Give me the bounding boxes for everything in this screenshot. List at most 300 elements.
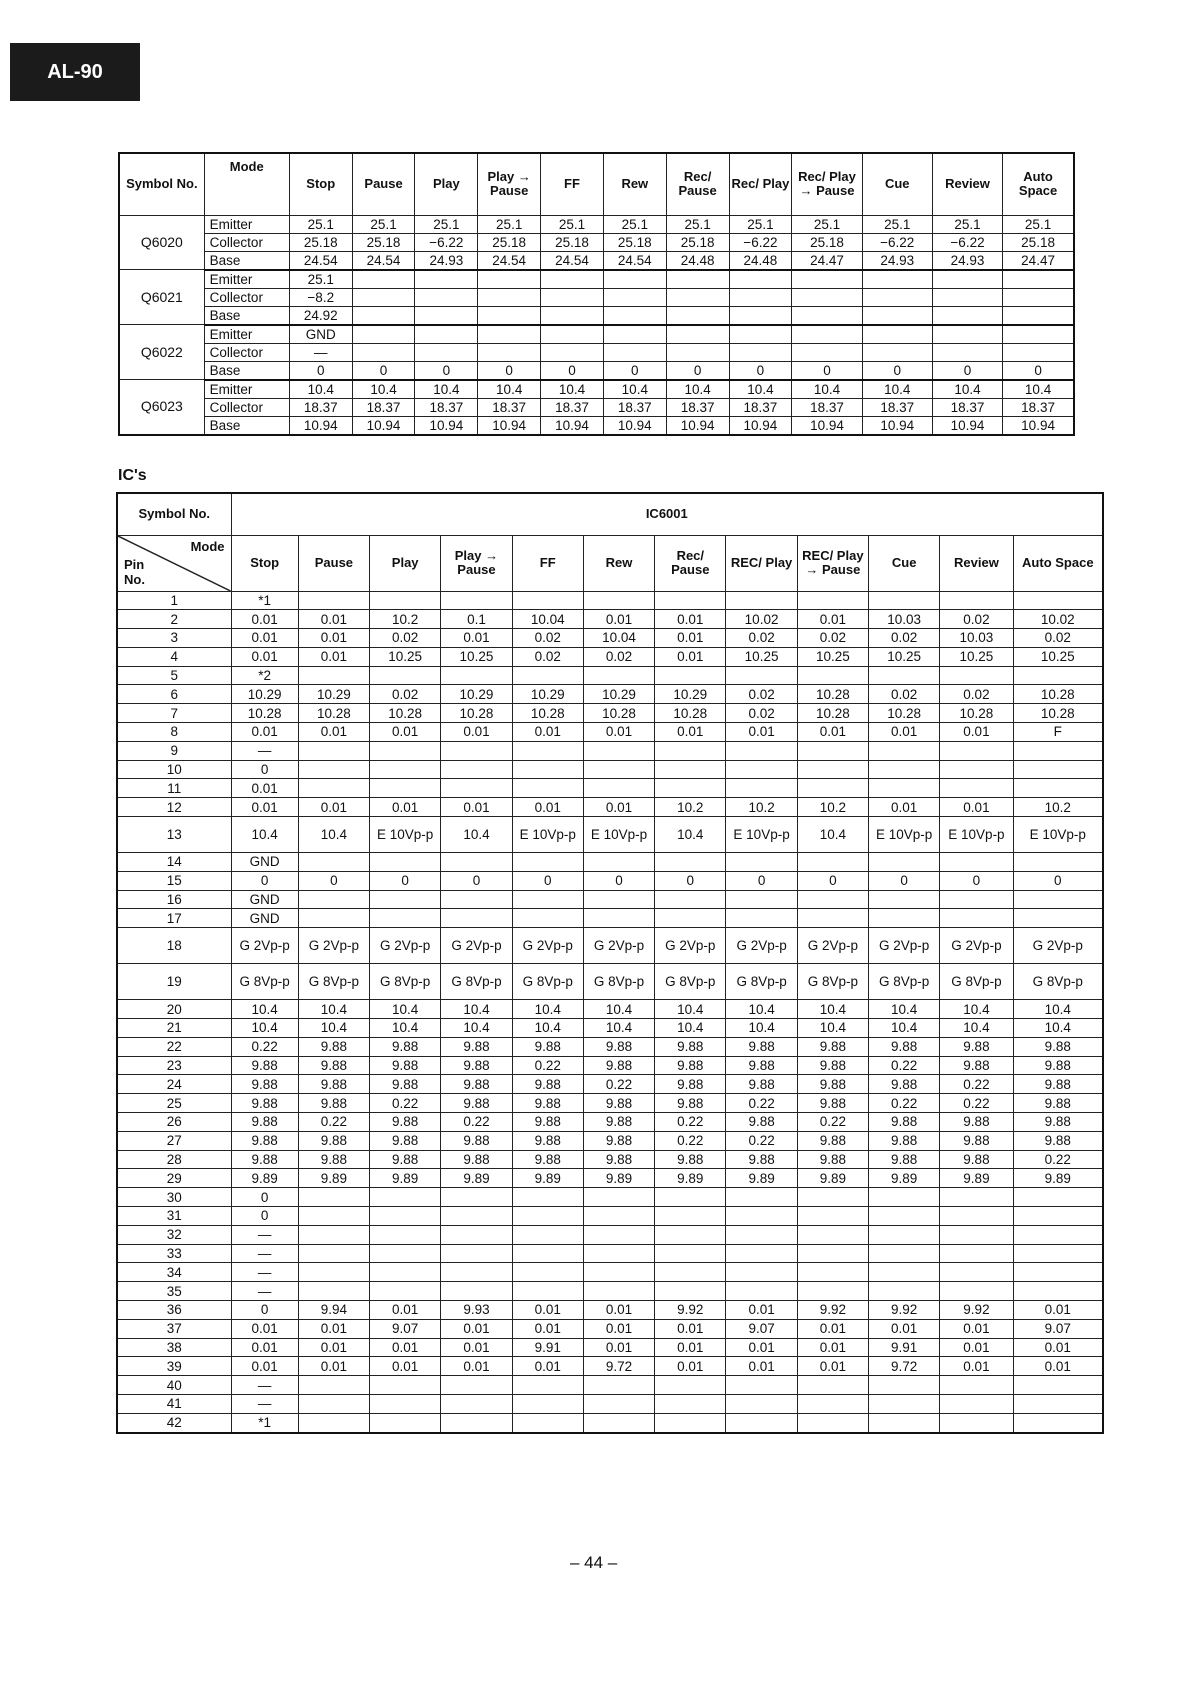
- voltage-cell: 25.1: [289, 270, 352, 289]
- voltage-cell: 0.01: [441, 1338, 512, 1357]
- voltage-cell: 9.88: [726, 1037, 797, 1056]
- voltage-cell: 0.01: [370, 798, 441, 817]
- voltage-cell: 10.4: [512, 1000, 583, 1019]
- voltage-cell: [541, 306, 604, 325]
- mode-column-header: Rew: [583, 535, 654, 591]
- voltage-cell: [729, 288, 792, 306]
- voltage-cell: 0.01: [231, 798, 298, 817]
- voltage-cell: 0.01: [726, 1338, 797, 1357]
- voltage-cell: [298, 1413, 369, 1432]
- ic-pin-row: [117, 685, 1103, 704]
- voltage-cell: [352, 343, 415, 361]
- voltage-cell: 10.28: [869, 704, 940, 723]
- voltage-cell: 10.04: [512, 610, 583, 629]
- voltage-cell: 10.4: [932, 380, 1002, 399]
- voltage-cell: [655, 1225, 726, 1244]
- voltage-cell: [666, 325, 729, 344]
- voltage-cell: [869, 666, 940, 685]
- voltage-cell: [583, 741, 654, 760]
- voltage-cell: 10.28: [231, 704, 298, 723]
- voltage-cell: [583, 1207, 654, 1226]
- voltage-cell: [298, 760, 369, 779]
- voltage-cell: 0.01: [298, 610, 369, 629]
- voltage-cell: G 2Vp-p: [370, 928, 441, 964]
- voltage-cell: [441, 1225, 512, 1244]
- voltage-cell: −6.22: [862, 233, 932, 251]
- voltage-cell: G 8Vp-p: [583, 964, 654, 1000]
- voltage-cell: —: [231, 1244, 298, 1263]
- electrode-label: Base: [204, 416, 289, 435]
- voltage-cell: 0.01: [726, 1357, 797, 1376]
- voltage-cell: [441, 1188, 512, 1207]
- voltage-cell: [940, 1263, 1013, 1282]
- voltage-cell: 0.01: [370, 1338, 441, 1357]
- voltage-cell: [512, 1282, 583, 1301]
- voltage-cell: 0.01: [940, 1319, 1013, 1338]
- voltage-cell: 9.88: [940, 1056, 1013, 1075]
- voltage-cell: 25.18: [541, 233, 604, 251]
- ic-pin-row: [117, 964, 1103, 1000]
- voltage-cell: [1013, 890, 1103, 909]
- ic-symbol-row: [117, 493, 1103, 535]
- voltage-cell: [370, 1376, 441, 1395]
- voltage-cell: 9.89: [726, 1169, 797, 1188]
- voltage-cell: 10.4: [298, 817, 369, 853]
- voltage-cell: [441, 1244, 512, 1263]
- voltage-cell: 10.4: [1013, 1000, 1103, 1019]
- voltage-cell: 9.88: [512, 1131, 583, 1150]
- voltage-cell: [298, 1282, 369, 1301]
- voltage-cell: 0.01: [298, 1357, 369, 1376]
- voltage-cell: E 10Vp-p: [940, 817, 1013, 853]
- voltage-cell: 0.22: [869, 1056, 940, 1075]
- voltage-cell: [583, 1188, 654, 1207]
- voltage-cell: 9.88: [869, 1037, 940, 1056]
- voltage-cell: [792, 306, 862, 325]
- electrode-label: Emitter: [204, 215, 289, 233]
- voltage-cell: 24.47: [1003, 251, 1074, 270]
- voltage-cell: [541, 343, 604, 361]
- pin-number: 17: [117, 909, 231, 928]
- voltage-cell: [583, 1225, 654, 1244]
- ic-pin-row: [117, 1225, 1103, 1244]
- voltage-cell: [370, 741, 441, 760]
- voltage-cell: [869, 890, 940, 909]
- pin-number: 10: [117, 760, 231, 779]
- voltage-cell: 24.93: [932, 251, 1002, 270]
- voltage-cell: 24.54: [289, 251, 352, 270]
- voltage-cell: 10.28: [940, 704, 1013, 723]
- voltage-cell: 24.54: [603, 251, 666, 270]
- voltage-cell: 0.01: [512, 798, 583, 817]
- voltage-cell: 9.07: [370, 1319, 441, 1338]
- voltage-cell: 25.18: [289, 233, 352, 251]
- voltage-cell: 9.88: [512, 1150, 583, 1169]
- voltage-cell: 10.94: [666, 416, 729, 435]
- voltage-cell: [797, 1244, 868, 1263]
- voltage-cell: 0.01: [298, 1338, 369, 1357]
- voltage-cell: 10.29: [298, 685, 369, 704]
- voltage-cell: 9.07: [1013, 1319, 1103, 1338]
- voltage-cell: 0.02: [370, 685, 441, 704]
- voltage-cell: 10.4: [441, 817, 512, 853]
- pin-number: 37: [117, 1319, 231, 1338]
- mode-column-header: Review: [940, 535, 1013, 591]
- voltage-cell: [797, 890, 868, 909]
- voltage-cell: GND: [231, 909, 298, 928]
- voltage-cell: [862, 343, 932, 361]
- voltage-cell: 0.01: [655, 1357, 726, 1376]
- voltage-cell: 10.4: [940, 1019, 1013, 1038]
- voltage-cell: 9.89: [231, 1169, 298, 1188]
- pin-number: 19: [117, 964, 231, 1000]
- voltage-cell: 9.88: [655, 1075, 726, 1094]
- voltage-cell: 10.25: [940, 647, 1013, 666]
- voltage-cell: 10.4: [797, 1019, 868, 1038]
- voltage-cell: 10.4: [370, 1000, 441, 1019]
- voltage-cell: [726, 666, 797, 685]
- ic-pin-row: [117, 1188, 1103, 1207]
- voltage-cell: GND: [231, 853, 298, 872]
- transistor-voltage-table: [118, 152, 1075, 436]
- ic-pin-row: [117, 1282, 1103, 1301]
- voltage-cell: 0.01: [441, 798, 512, 817]
- voltage-cell: E 10Vp-p: [1013, 817, 1103, 853]
- voltage-cell: 18.37: [478, 398, 541, 416]
- symbol-no-header: Symbol No.: [117, 493, 231, 535]
- voltage-cell: 10.2: [797, 798, 868, 817]
- voltage-cell: 10.4: [583, 1000, 654, 1019]
- voltage-cell: 25.1: [792, 215, 862, 233]
- voltage-cell: G 8Vp-p: [512, 964, 583, 1000]
- voltage-cell: [370, 1207, 441, 1226]
- voltage-cell: 10.29: [583, 685, 654, 704]
- electrode-label: Base: [204, 361, 289, 380]
- voltage-cell: 0: [231, 1207, 298, 1226]
- voltage-cell: [583, 666, 654, 685]
- voltage-cell: 0: [932, 361, 1002, 380]
- electrode-label: Collector: [204, 233, 289, 251]
- voltage-cell: 0.02: [583, 647, 654, 666]
- voltage-cell: [370, 1225, 441, 1244]
- voltage-cell: [298, 1244, 369, 1263]
- voltage-cell: [797, 1263, 868, 1282]
- ic-pin-row: [117, 817, 1103, 853]
- voltage-cell: 24.54: [541, 251, 604, 270]
- voltage-cell: 10.4: [869, 1000, 940, 1019]
- voltage-cell: 0: [797, 871, 868, 890]
- ic-pin-row: [117, 1394, 1103, 1413]
- voltage-cell: [726, 909, 797, 928]
- voltage-cell: 10.4: [1003, 380, 1074, 399]
- voltage-cell: 10.94: [932, 416, 1002, 435]
- ic-pin-row: [117, 1037, 1103, 1056]
- voltage-cell: 24.92: [289, 306, 352, 325]
- voltage-cell: [1003, 270, 1074, 289]
- voltage-cell: −8.2: [289, 288, 352, 306]
- voltage-cell: [1013, 1282, 1103, 1301]
- transistor-row: [119, 251, 1074, 270]
- voltage-cell: [441, 1413, 512, 1432]
- voltage-cell: [512, 1263, 583, 1282]
- transistor-symbol: Q6021: [119, 270, 204, 325]
- voltage-cell: [1013, 591, 1103, 610]
- voltage-cell: −6.22: [415, 233, 478, 251]
- voltage-cell: 0.01: [231, 629, 298, 648]
- pin-number: 32: [117, 1225, 231, 1244]
- voltage-cell: 0: [1003, 361, 1074, 380]
- voltage-cell: 9.88: [512, 1037, 583, 1056]
- voltage-cell: 0.01: [940, 798, 1013, 817]
- voltage-cell: 9.88: [655, 1037, 726, 1056]
- voltage-cell: 10.4: [415, 380, 478, 399]
- voltage-cell: [441, 760, 512, 779]
- voltage-cell: 25.1: [729, 215, 792, 233]
- voltage-cell: 25.1: [1003, 215, 1074, 233]
- voltage-cell: 9.88: [583, 1094, 654, 1113]
- voltage-cell: 9.89: [583, 1169, 654, 1188]
- voltage-cell: 9.88: [231, 1094, 298, 1113]
- voltage-cell: 0.01: [797, 723, 868, 742]
- voltage-cell: 9.93: [441, 1301, 512, 1320]
- voltage-cell: 9.94: [298, 1301, 369, 1320]
- pin-number: 16: [117, 890, 231, 909]
- voltage-cell: [726, 591, 797, 610]
- voltage-cell: 9.88: [726, 1113, 797, 1132]
- voltage-cell: 9.88: [512, 1075, 583, 1094]
- mode-column-header: Review: [932, 153, 1002, 215]
- voltage-cell: 9.88: [370, 1113, 441, 1132]
- voltage-cell: —: [231, 1282, 298, 1301]
- voltage-cell: 25.1: [289, 215, 352, 233]
- voltage-cell: 10.4: [231, 1000, 298, 1019]
- voltage-cell: [583, 760, 654, 779]
- voltage-cell: 18.37: [729, 398, 792, 416]
- voltage-cell: 0: [666, 361, 729, 380]
- voltage-cell: 9.92: [869, 1301, 940, 1320]
- voltage-cell: 25.18: [352, 233, 415, 251]
- voltage-cell: G 2Vp-p: [1013, 928, 1103, 964]
- voltage-cell: [729, 270, 792, 289]
- ic-pin-row: [117, 1056, 1103, 1075]
- voltage-cell: [940, 779, 1013, 798]
- pin-number: 9: [117, 741, 231, 760]
- voltage-cell: 9.88: [726, 1150, 797, 1169]
- voltage-cell: 10.2: [726, 798, 797, 817]
- voltage-cell: 0: [289, 361, 352, 380]
- voltage-cell: [512, 1207, 583, 1226]
- voltage-cell: G 2Vp-p: [583, 928, 654, 964]
- voltage-cell: 25.1: [862, 215, 932, 233]
- voltage-cell: [583, 779, 654, 798]
- voltage-cell: 0.01: [583, 1301, 654, 1320]
- voltage-cell: 10.28: [441, 704, 512, 723]
- voltage-cell: 0.01: [583, 1338, 654, 1357]
- voltage-cell: [932, 343, 1002, 361]
- voltage-cell: 10.4: [370, 1019, 441, 1038]
- voltage-cell: [655, 1394, 726, 1413]
- voltage-cell: 9.88: [1013, 1037, 1103, 1056]
- voltage-cell: [797, 1188, 868, 1207]
- voltage-cell: G 8Vp-p: [231, 964, 298, 1000]
- voltage-cell: [441, 1376, 512, 1395]
- ic-pin-row: [117, 871, 1103, 890]
- voltage-cell: [1003, 325, 1074, 344]
- voltage-cell: [370, 779, 441, 798]
- voltage-cell: [478, 288, 541, 306]
- mode-column-header: Pause: [298, 535, 369, 591]
- voltage-cell: [726, 1282, 797, 1301]
- voltage-cell: 9.88: [370, 1037, 441, 1056]
- voltage-cell: [655, 1413, 726, 1432]
- voltage-cell: 10.4: [655, 817, 726, 853]
- voltage-cell: 0: [478, 361, 541, 380]
- voltage-cell: 25.1: [478, 215, 541, 233]
- ic-pin-row: [117, 1000, 1103, 1019]
- voltage-cell: E 10Vp-p: [583, 817, 654, 853]
- voltage-cell: 18.37: [289, 398, 352, 416]
- voltage-cell: 0.01: [298, 647, 369, 666]
- ic-pin-row: [117, 1075, 1103, 1094]
- voltage-cell: —: [231, 741, 298, 760]
- ic-pin-row: [117, 1301, 1103, 1320]
- voltage-cell: 9.88: [797, 1056, 868, 1075]
- voltage-cell: 10.4: [792, 380, 862, 399]
- voltage-cell: [512, 1244, 583, 1263]
- voltage-cell: 0: [231, 1301, 298, 1320]
- voltage-cell: [298, 779, 369, 798]
- voltage-cell: [415, 343, 478, 361]
- voltage-cell: 0.02: [869, 685, 940, 704]
- voltage-cell: 10.94: [1003, 416, 1074, 435]
- mode-column-header: REC/ Play → Pause: [797, 535, 868, 591]
- voltage-cell: [1013, 1225, 1103, 1244]
- voltage-cell: [729, 306, 792, 325]
- voltage-cell: 0.02: [1013, 629, 1103, 648]
- electrode-label: Emitter: [204, 325, 289, 344]
- voltage-cell: —: [231, 1263, 298, 1282]
- voltage-cell: 0.22: [797, 1113, 868, 1132]
- voltage-cell: 0.01: [726, 723, 797, 742]
- voltage-cell: 0.01: [231, 1338, 298, 1357]
- voltage-cell: [603, 288, 666, 306]
- voltage-cell: 9.88: [869, 1113, 940, 1132]
- voltage-cell: 18.37: [541, 398, 604, 416]
- pin-number: 11: [117, 779, 231, 798]
- voltage-cell: E 10Vp-p: [869, 817, 940, 853]
- voltage-cell: 0: [603, 361, 666, 380]
- voltage-cell: [797, 779, 868, 798]
- mode-column-header: Rec/ Pause: [666, 153, 729, 215]
- voltage-cell: 0: [352, 361, 415, 380]
- voltage-cell: 10.28: [797, 704, 868, 723]
- pin-number: 36: [117, 1301, 231, 1320]
- voltage-cell: 0.01: [797, 1319, 868, 1338]
- voltage-cell: [370, 1282, 441, 1301]
- voltage-cell: [512, 1376, 583, 1395]
- voltage-cell: 9.92: [655, 1301, 726, 1320]
- voltage-cell: 9.88: [298, 1094, 369, 1113]
- voltage-cell: [932, 270, 1002, 289]
- pin-number: 22: [117, 1037, 231, 1056]
- voltage-cell: [940, 1376, 1013, 1395]
- voltage-cell: 9.88: [370, 1075, 441, 1094]
- voltage-cell: 25.18: [792, 233, 862, 251]
- voltage-cell: 9.88: [298, 1056, 369, 1075]
- voltage-cell: [583, 1376, 654, 1395]
- voltage-cell: 10.28: [512, 704, 583, 723]
- ic-pin-row: [117, 1113, 1103, 1132]
- ic-pin-row: [117, 1207, 1103, 1226]
- voltage-cell: 10.4: [726, 1000, 797, 1019]
- voltage-cell: [370, 1244, 441, 1263]
- voltage-cell: 0: [512, 871, 583, 890]
- voltage-cell: 10.4: [352, 380, 415, 399]
- voltage-cell: 10.03: [869, 610, 940, 629]
- voltage-cell: 10.4: [231, 1019, 298, 1038]
- voltage-cell: [603, 325, 666, 344]
- voltage-cell: [298, 741, 369, 760]
- voltage-cell: 9.88: [231, 1056, 298, 1075]
- voltage-cell: 9.89: [1013, 1169, 1103, 1188]
- voltage-cell: [1013, 666, 1103, 685]
- mode-column-header: Rew: [603, 153, 666, 215]
- voltage-cell: 10.29: [231, 685, 298, 704]
- voltage-cell: [541, 288, 604, 306]
- voltage-cell: [932, 306, 1002, 325]
- voltage-cell: [862, 270, 932, 289]
- voltage-cell: 10.25: [869, 647, 940, 666]
- ic-pin-row: [117, 1376, 1103, 1395]
- voltage-cell: 0: [583, 871, 654, 890]
- voltage-cell: 10.4: [869, 1019, 940, 1038]
- voltage-cell: [370, 666, 441, 685]
- voltage-cell: [415, 288, 478, 306]
- voltage-cell: 0.02: [512, 647, 583, 666]
- voltage-cell: [583, 1394, 654, 1413]
- voltage-cell: [655, 1282, 726, 1301]
- mode-column-header: REC/ Play: [726, 535, 797, 591]
- voltage-cell: 9.88: [655, 1094, 726, 1113]
- voltage-cell: 9.89: [441, 1169, 512, 1188]
- voltage-cell: G 2Vp-p: [797, 928, 868, 964]
- voltage-cell: G 2Vp-p: [940, 928, 1013, 964]
- voltage-cell: 10.25: [1013, 647, 1103, 666]
- voltage-cell: 10.28: [370, 704, 441, 723]
- mode-column-header: Auto Space: [1003, 153, 1074, 215]
- voltage-cell: 24.47: [792, 251, 862, 270]
- voltage-cell: 0.02: [869, 629, 940, 648]
- voltage-cell: [792, 343, 862, 361]
- voltage-cell: [512, 1188, 583, 1207]
- voltage-cell: [370, 1394, 441, 1413]
- pin-number: 1: [117, 591, 231, 610]
- voltage-cell: 9.88: [298, 1131, 369, 1150]
- voltage-cell: 0.01: [512, 1319, 583, 1338]
- voltage-cell: 10.28: [655, 704, 726, 723]
- voltage-cell: [1003, 343, 1074, 361]
- voltage-cell: [603, 306, 666, 325]
- voltage-cell: [726, 1263, 797, 1282]
- voltage-cell: [512, 890, 583, 909]
- electrode-label: Collector: [204, 288, 289, 306]
- voltage-cell: G 8Vp-p: [797, 964, 868, 1000]
- voltage-cell: [940, 1207, 1013, 1226]
- voltage-cell: 0.01: [512, 723, 583, 742]
- pin-number: 39: [117, 1357, 231, 1376]
- pin-number: 4: [117, 647, 231, 666]
- voltage-cell: 10.25: [797, 647, 868, 666]
